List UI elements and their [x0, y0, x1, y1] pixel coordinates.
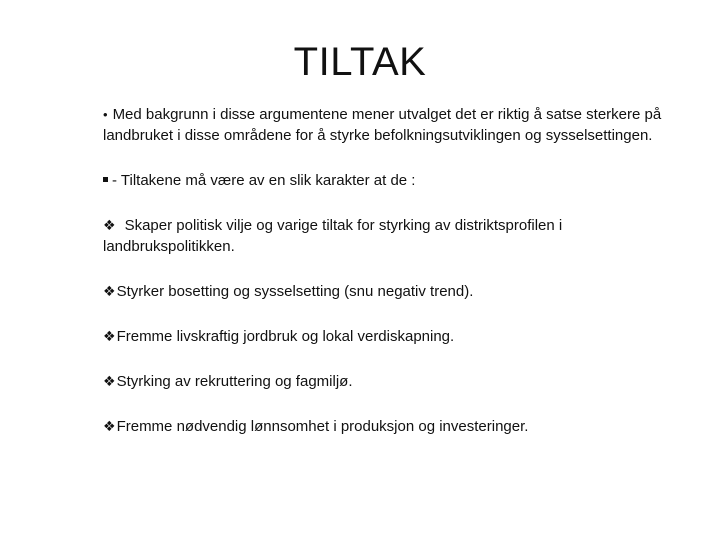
sub-paragraph [103, 170, 663, 191]
list-item [103, 416, 663, 437]
list-item-text: Fremme livskraftig jordbruk og lokal verdiskapning. [116, 328, 455, 345]
list-item [103, 281, 663, 302]
list-item [103, 326, 663, 347]
diamond-bullet-icon: ❖ [103, 328, 116, 344]
bullet-dot-icon: • [103, 107, 108, 122]
sub-text: - Tiltakene må være av en slik karakter at de : [112, 172, 416, 189]
list-item-text: Skaper politisk vilje og varige tiltak for styrking av distriktsprofilen i landbrukspolitikken. [103, 217, 563, 255]
list-item-text: Styrking av rekruttering og fagmiljø. [116, 373, 353, 390]
diamond-bullet-icon: ❖ [103, 373, 116, 389]
intro-paragraph [103, 104, 663, 146]
list-item [103, 371, 663, 392]
diamond-bullet-icon: ❖ [103, 418, 116, 434]
diamond-bullet-icon: ❖ [103, 283, 116, 299]
list-item-text: Styrker bosetting og sysselsetting (snu negativ trend). [116, 283, 474, 300]
list-item [103, 215, 663, 257]
slide-body [103, 104, 663, 461]
square-bullet-icon [103, 177, 108, 182]
diamond-bullet-icon: ❖ [103, 217, 116, 233]
list-item-text: Fremme nødvendig lønnsomhet i produksjon og investeringer. [116, 418, 529, 435]
slide-title: TILTAK [293, 40, 427, 84]
intro-text: Med bakgrunn i disse argumentene mener utvalget det er riktig å satse sterkere på landbruket i disse områdene for å styrke befolkningsutviklingen og sysselsettingen. [103, 106, 662, 144]
